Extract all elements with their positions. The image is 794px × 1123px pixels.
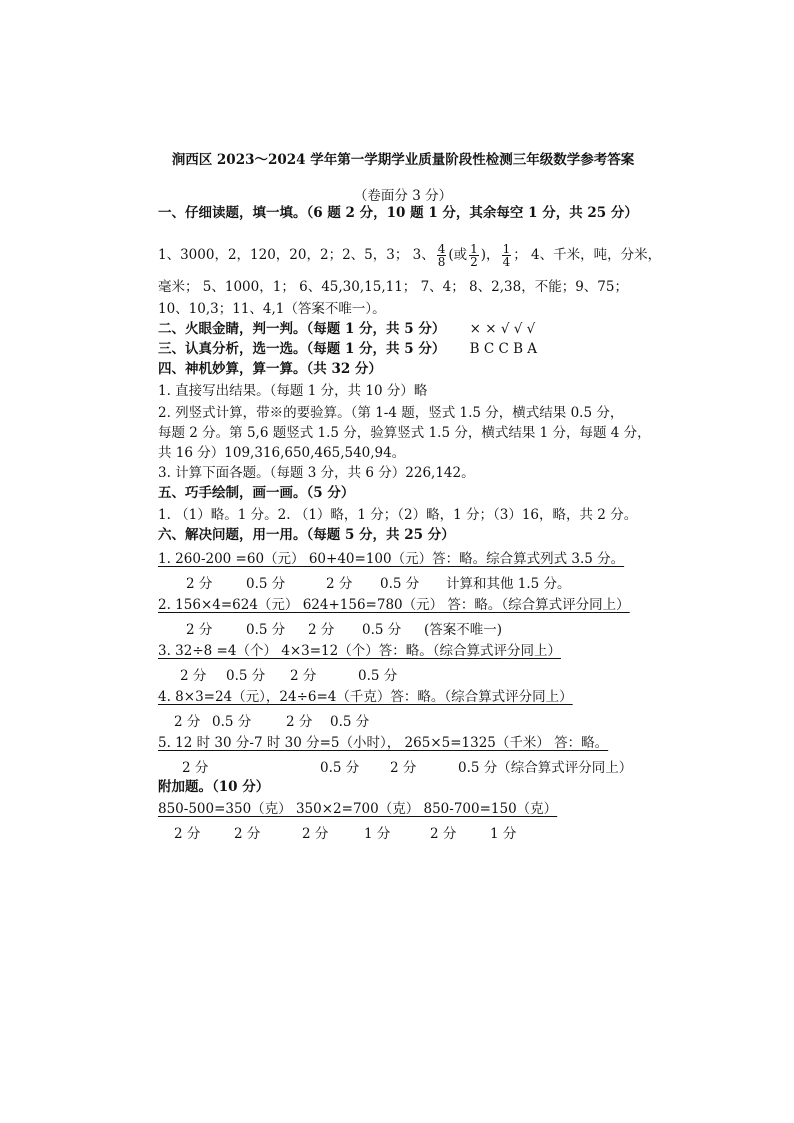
fraction-1-4: $\frac{1}{4}$ [502, 242, 511, 269]
score-mark: 0.5 分 [212, 714, 252, 730]
score-mark: 2 分 [182, 760, 209, 776]
section-2-heading: 二、火眼金睛，判一判。（每题 1 分，共 5 分） [158, 321, 446, 337]
score-mark: 0.5 分 [358, 668, 398, 684]
section-4-item-3: 3. 计算下面各题。（每题 3 分，共 6 分）226,142。 [158, 465, 475, 481]
score-mark: 2 分 [290, 668, 317, 684]
problem-3: 3. 32÷8 =4（个） 4×3=12（个）答：略。（综合算式评分同上） [158, 643, 561, 659]
score-mark: 2 分 [326, 576, 353, 592]
score-mark: 0.5 分 [246, 576, 286, 592]
section-1-line-3: 10、10,3；11、4,1（答案不唯一）。 [158, 301, 386, 317]
section-6-heading: 六、解决问题，用一用。（每题 5 分，共 25 分） [158, 527, 455, 543]
score-mark: 计算和其他 1.5 分。 [446, 576, 571, 592]
section-4-heading: 四、神机妙算，算一算。（共 32 分） [158, 361, 382, 377]
score-mark: 2 分 [302, 826, 329, 842]
score-mark: 0.5 分 [320, 760, 360, 776]
page-title: 涧西区 2023～2024 学年第一学期学业质量阶段性检测三年级数学参考答案 [171, 152, 635, 168]
score-mark: 2 分 [286, 714, 313, 730]
section-4-item-2-line-1: 2. 列竖式计算，带※的要验算。（第 1-4 题，竖式 1.5 分，横式结果 0.5 分， [158, 405, 624, 421]
section-4-item-2-line-3: 共 16 分）109,316,650,465,540,94。 [158, 445, 406, 461]
fraction-1-2: $\frac{1}{2}$ [470, 242, 478, 269]
score-mark: 2 分 [174, 826, 201, 842]
section-2-answers: × × √ √ √ [469, 321, 536, 337]
score-mark: 0.5 分 [362, 622, 402, 638]
section-4-item-1: 1. 直接写出结果。（每题 1 分，共 10 分）略 [158, 383, 428, 399]
s1-line1-d: ； 4、千米，吨，分米， [513, 247, 662, 263]
score-mark: 0.5 分 [380, 576, 420, 592]
section-1-heading: 一、仔细读题，填一填。（6 题 2 分，10 题 1 分，其余每空 1 分，共 25 分） [158, 205, 638, 221]
section-3-heading: 三、认真分析，选一选。（每题 1 分，共 5 分） [158, 341, 446, 357]
problem-4: 4. 8×3=24（元），24÷6=4（千克）答：略。（综合算式评分同上） [158, 689, 573, 705]
score-mark: 2 分 [430, 826, 457, 842]
problem-2: 2. 156×4=624（元） 624+156=780（元） 答：略。（综合算式评分同上） [158, 597, 630, 613]
section-3-row [158, 340, 537, 358]
score-mark: 1 分 [364, 826, 391, 842]
extra-heading: 附加题。（10 分） [158, 779, 270, 795]
score-mark: 2 分 [308, 622, 335, 638]
s1-line1-a: 1、3000，2，120，20，2；2、5，3； 3、 [158, 247, 435, 263]
s1-line1-c: )， [480, 247, 500, 263]
problem-5: 5. 12 时 30 分-7 时 30 分=5（小时）， 265×5=1325（千米） 答：略。 [158, 735, 609, 751]
score-mark: 2 分 [234, 826, 261, 842]
score-mark: 2 分 [390, 760, 417, 776]
section-5-heading: 五、巧手绘制，画一画。（5 分） [158, 485, 355, 501]
score-mark: 0.5 分 [246, 622, 286, 638]
score-mark: 2 分 [180, 668, 207, 684]
s1-line1-b: (或 [448, 247, 468, 263]
score-mark: (答案不唯一) [424, 622, 503, 638]
score-mark: 0.5 分（综合算式评分同上） [458, 760, 633, 776]
extra-problem: 850-500=350（克） 350×2=700（克） 850-700=150（克） [158, 801, 558, 817]
score-mark: 0.5 分 [330, 714, 370, 730]
score-mark: 2 分 [186, 576, 213, 592]
section-1-line-1 [158, 240, 661, 270]
fraction-4-8: $\frac{4}{8}$ [437, 242, 446, 269]
page-subtitle: （卷面分 3 分） [353, 188, 453, 204]
score-mark: 2 分 [174, 714, 201, 730]
section-3-answers: B C C B A [469, 341, 538, 357]
section-2-row [158, 320, 535, 338]
score-mark: 2 分 [186, 622, 213, 638]
section-4-item-2-line-2: 每题 2 分。第 5,6 题竖式 1.5 分，验算竖式 1.5 分，横式结果 1 分，每题 4 分， [158, 425, 651, 441]
score-mark: 1 分 [490, 826, 517, 842]
section-1-line-2: 毫米； 5、1000，1； 6、45,30,15,11； 7、4； 8、2,38，不能；9、75； [158, 279, 628, 295]
score-mark: 0.5 分 [226, 668, 266, 684]
problem-1: 1. 260-200 =60（元） 60+40=100（元）答：略。综合算式列式 3.5 分。 [158, 551, 625, 567]
section-5-item-1: 1. （1）略。1 分。2. （1）略，1 分；（2）略，1 分；（3）16，略，共 2 分。 [158, 507, 638, 523]
